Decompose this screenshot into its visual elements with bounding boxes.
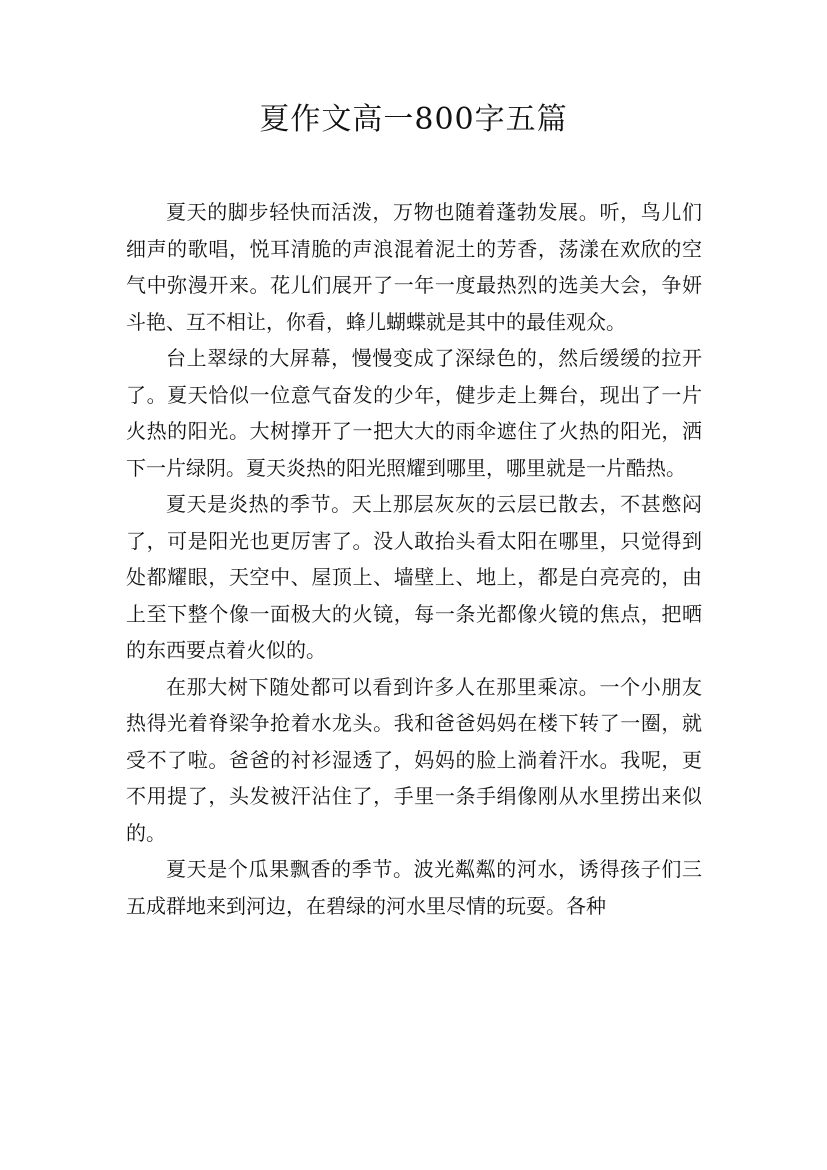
paragraph-5: 夏天是个瓜果飘香的季节。波光粼粼的河水，诱得孩子们三五成群地来到河边，在碧绿的河水里尽情的玩耍。各种	[126, 857, 702, 918]
paragraph-3: 夏天是炎热的季节。天上那层灰灰的云层已散去，不甚憋闷了，可是阳光也更厉害了。没人敢抬头看太阳在哪里，只觉得到处都耀眼，天空中、屋顶上、墙壁上、地上，都是白亮亮的，由上至下整个像一面极大的火镜，每一条光都像火镜的焦点，把晒的东西要点着火似的。	[126, 492, 702, 662]
paragraph-2: 台上翠绿的大屏幕，慢慢变成了深绿色的，然后缓缓的拉开了。夏天恰似一位意气奋发的少年，健步走上舞台，现出了一片火热的阳光。大树撑开了一把大大的雨伞遮住了火热的阳光，洒下一片绿阴。夏天炎热的阳光照耀到哪里，哪里就是一片酷热。	[126, 346, 702, 480]
document-body	[126, 194, 702, 924]
paragraph-1: 夏天的脚步轻快而活泼，万物也随着蓬勃发展。听，鸟儿们细声的歌唱，悦耳清脆的声浪混着泥土的芳香，荡漾在欢欣的空气中弥漫开来。花儿们展开了一年一度最热烈的选美大会，争妍斗艳、互不相让，你看，蜂儿蝴蝶就是其中的最佳观众。	[126, 200, 702, 334]
document-title: 夏作文高一800字五篇	[259, 102, 568, 137]
paragraph-4: 在那大树下随处都可以看到许多人在那里乘凉。一个小朋友热得光着脊梁争抢着水龙头。我和爸爸妈妈在楼下转了一圈，就受不了啦。爸爸的衬衫湿透了，妈妈的脸上淌着汗水。我呢，更不用提了，头发被汗沾住了，手里一条手绢像刚从水里捞出来似的。	[126, 674, 702, 845]
